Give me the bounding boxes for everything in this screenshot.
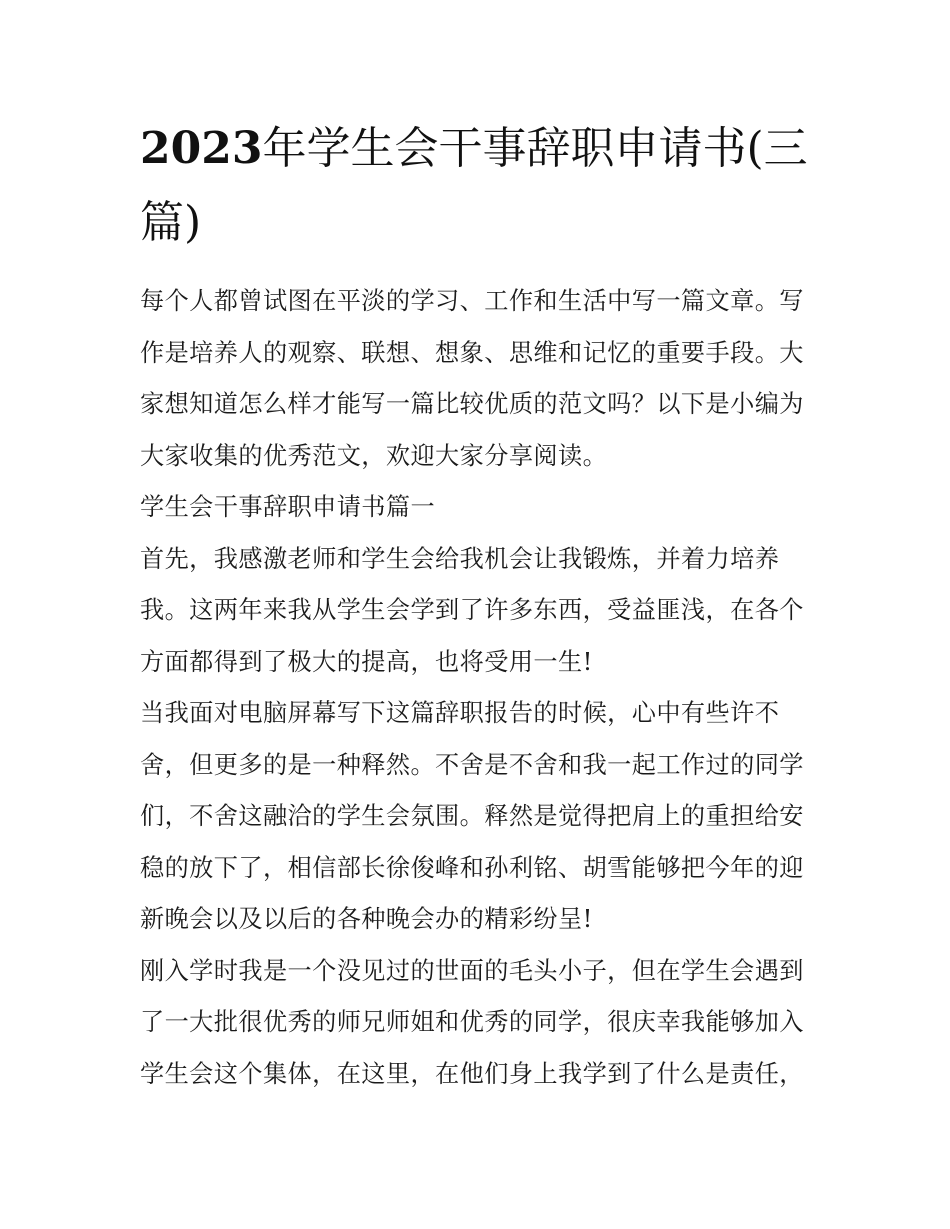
document-body (140, 276, 820, 1100)
body-paragraph: 首先，我感激老师和学生会给我机会让我锻炼，并着力培养我。这两年来我从学生会学到了许多东西，受益匪浅，在各个方面都得到了极大的提高，也将受用一生! (140, 544, 804, 676)
body-paragraph: 刚入学时我是一个没见过的世面的毛头小子，但在学生会遇到了一大批很优秀的师兄师姐和优秀的同学，很庆幸我能够加入学生会这个集体，在这里，在他们身上我学到了什么是责任， (140, 956, 804, 1088)
body-paragraph: 当我面对电脑屏幕写下这篇辞职报告的时候，心中有些许不舍，但更多的是一种释然。不舍是不舍和我一起工作过的同学们，不舍这融洽的学生会氛围。释然是觉得把肩上的重担给安稳的放下了，相信部长徐俊峰和孙利铭、胡雪能够把今年的迎新晚会以及以后的各种晚会办的精彩纷呈! (140, 699, 804, 933)
title-text: 年学生会干事辞职申请书(三篇) (140, 123, 808, 248)
title-year: 2023 (140, 123, 263, 174)
document-title (140, 112, 820, 260)
section-heading: 学生会干事辞职申请书篇一 (140, 493, 436, 521)
intro-paragraph: 每个人都曾试图在平淡的学习、工作和生活中写一篇文章。写作是培养人的观察、联想、想象、思维和记忆的重要手段。大家想知道怎么样才能写一篇比较优质的范文吗？以下是小编为大家收集的优秀范文，欢迎大家分享阅读。 (140, 287, 804, 470)
